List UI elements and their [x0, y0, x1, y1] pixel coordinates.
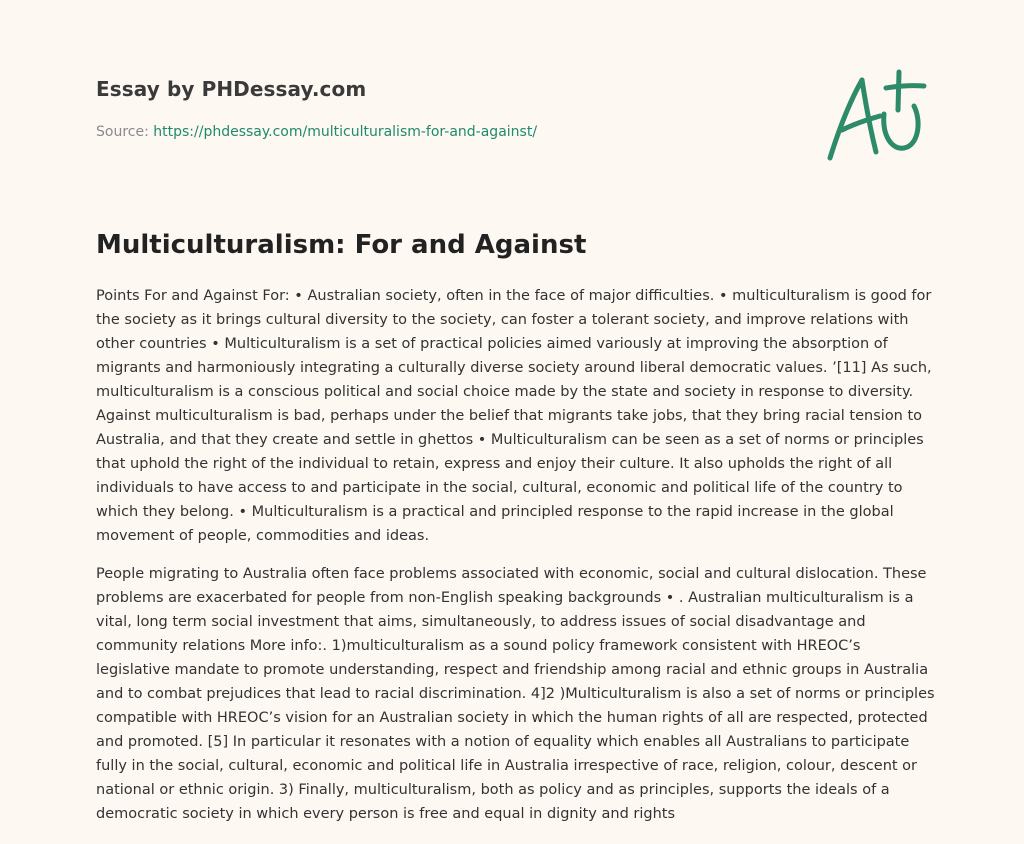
- source-link[interactable]: https://phdessay.com/multiculturalism-for-and-against/: [153, 124, 538, 140]
- a-plus-logo-icon: [820, 66, 930, 166]
- site-title: Essay by PHDessay.com: [96, 77, 367, 101]
- source-line: [96, 122, 716, 142]
- source-label: Source:: [96, 124, 149, 140]
- article-paragraph: Points For and Against For: • Australian society, often in the face of major difficulties. • multiculturalism is good for the society as it brings cultural diversity to the society, can foster a tolerant society, and improve relations with other countries • Multiculturalism is a set of practical policies aimed variously at improving the absorption of migrants and harmoniously integrating a culturally diverse society around liberal democratic values. ’[11] As such, multiculturalism is a conscious political and social choice made by the state and society in response to diversity. Against multiculturalism is bad, perhaps under the belief that migrants take jobs, that they bring racial tension to Australia, and that they create and settle in ghettos • Multiculturalism can be seen as a set of norms or principles that uphold the right of the individual to retain, express and enjoy their culture. It also upholds the right of all individuals to have access to and participate in the social, cultural, economic and political life of the country to which they belong. • Multiculturalism is a practical and principled response to the rapid increase in the global movement of people, commodities and ideas.: [96, 288, 932, 544]
- article-paragraph: People migrating to Australia often face problems associated with economic, social and cultural dislocation. These problems are exacerbated for people from non-English speaking backgrounds • . Australian multiculturalism is a vital, long term social investment that aims, simultaneously, to address issues of social disadvantage and community relations More info:. 1)multiculturalism as a sound policy framework consistent with HREOC’s legislative mandate to promote understanding, respect and friendship among racial and ethnic groups in Australia and to combat prejudices that lead to racial discrimination. 4]2 )Multiculturalism is also a set of norms or principles compatible with HREOC’s vision for an Australian society in which the human rights of all are respected, protected and promoted. [5] In particular it resonates with a notion of equality which enables all Australians to participate fully in the social, cultural, economic and political life in Australia irrespective of race, religion, colour, descent or national or ethnic origin. 3) Finally, multiculturalism, both as policy and as principles, supports the ideals of a democratic society in which every person is free and equal in dignity and rights: [96, 566, 935, 822]
- article-body: [96, 284, 938, 840]
- site-header: [96, 74, 716, 142]
- article-title: Multiculturalism: For and Against: [96, 230, 587, 260]
